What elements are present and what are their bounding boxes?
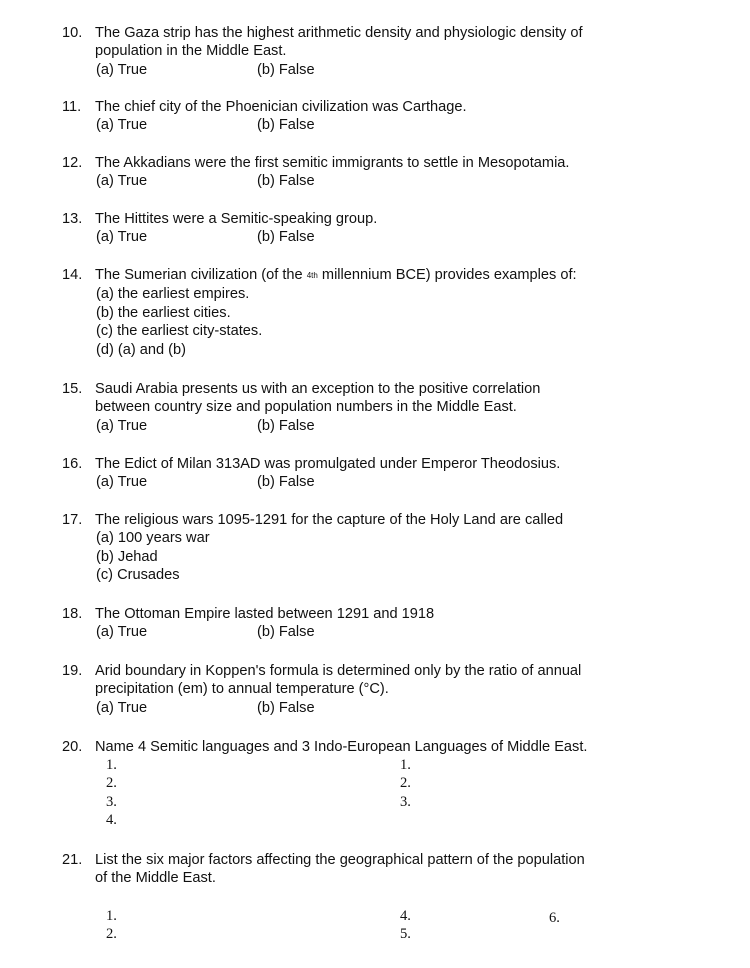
question-number: 19. (62, 663, 83, 679)
answer-blank[interactable]: 4. (106, 812, 117, 829)
superscript: 4th (306, 271, 318, 280)
semitic-answer-list (106, 756, 117, 830)
answer-options (96, 285, 712, 359)
answer-blank[interactable]: 2. (106, 926, 117, 943)
question-text: Saudi Arabia presents us with an exception to the positive correlation between country size and population numbers in the Middle East. (95, 381, 541, 416)
question-16 (62, 455, 712, 492)
answer-options (96, 172, 712, 190)
question-19 (62, 662, 712, 717)
question-text: The Gaza strip has the highest arithmetic density and physiologic density of population in the Middle East. (95, 25, 583, 60)
question-text: The Edict of Milan 313AD was promulgated under Emperor Theodosius. (95, 456, 561, 472)
question-number: 11. (62, 99, 82, 115)
question-text: The chief city of the Phoenician civilization was Carthage. (95, 99, 467, 115)
option-true[interactable]: (a) True (96, 229, 148, 246)
question-number: 20. (62, 739, 83, 755)
question-14 (62, 266, 712, 359)
option-false[interactable]: (b) False (257, 173, 315, 190)
question-text: The Ottoman Empire lasted between 1291 and 1918 (95, 606, 435, 622)
option-false[interactable]: (b) False (257, 474, 315, 491)
question-number: 10. (62, 25, 83, 41)
answer-blank[interactable]: 3. (400, 793, 411, 810)
option-false[interactable]: (b) False (257, 699, 315, 716)
option-false[interactable]: (b) False (257, 417, 315, 434)
factor-answer-list-2 (400, 907, 411, 944)
answer-options (96, 699, 712, 717)
question-number: 21. (62, 852, 83, 868)
answer-blank[interactable]: 5. (400, 926, 411, 943)
factor-answer-list-3 (549, 909, 560, 927)
answer-options (96, 116, 712, 134)
question-number: 14. (62, 267, 83, 283)
option-c[interactable]: (c) the earliest city-states. (96, 323, 263, 340)
question-11 (62, 98, 712, 135)
option-true[interactable]: (a) True (96, 173, 148, 190)
option-b[interactable]: (b) the earliest cities. (96, 304, 231, 321)
indo-european-answer-list (400, 756, 411, 811)
option-d[interactable]: (d) (a) and (b) (96, 341, 187, 358)
answer-blank[interactable]: 2. (106, 775, 117, 792)
answer-options (96, 623, 712, 641)
answer-blank[interactable]: 2. (400, 775, 411, 792)
question-20 (62, 738, 712, 838)
question-text: The Sumerian civilization (of the 4th millennium BCE) provides examples of: (95, 267, 577, 283)
answer-blank[interactable]: 4. (400, 908, 411, 924)
question-number: 13. (62, 211, 83, 227)
question-number: 12. (62, 155, 83, 171)
answer-blank[interactable]: 1. (400, 757, 411, 773)
option-a[interactable]: (a) 100 years war (96, 530, 210, 547)
answer-blank[interactable]: 1. (106, 757, 117, 773)
option-false[interactable]: (b) False (257, 624, 315, 641)
answer-blank[interactable]: 6. (549, 910, 560, 926)
option-c[interactable]: (c) Crusades (96, 567, 180, 584)
answer-options (96, 61, 712, 79)
question-text: Name 4 Semitic languages and 3 Indo-European Languages of Middle East. (95, 739, 588, 755)
answer-blank[interactable]: 1. (106, 908, 117, 924)
option-false[interactable]: (b) False (257, 61, 315, 78)
question-15 (62, 380, 712, 435)
option-true[interactable]: (a) True (96, 624, 148, 641)
answer-options (96, 529, 712, 584)
question-21 (62, 851, 712, 951)
question-13 (62, 210, 712, 247)
option-a[interactable]: (a) the earliest empires. (96, 286, 250, 303)
answer-options (96, 228, 712, 246)
question-number: 18. (62, 606, 83, 622)
question-number: 15. (62, 381, 83, 397)
question-number: 16. (62, 456, 83, 472)
answer-blank[interactable]: 3. (106, 793, 117, 810)
question-text: The Akkadians were the first semitic immigrants to settle in Mesopotamia. (95, 155, 570, 171)
question-10 (62, 24, 712, 79)
question-text: The religious wars 1095-1291 for the capture of the Holy Land are called (95, 512, 564, 528)
question-text: Arid boundary in Koppen's formula is determined only by the ratio of annual precipitation (em) to annual temperature (°C). (95, 663, 582, 698)
question-18 (62, 605, 712, 642)
question-text: The Hittites were a Semitic-speaking group. (95, 211, 378, 227)
option-b[interactable]: (b) Jehad (96, 548, 158, 565)
answer-options (96, 417, 712, 435)
factor-answer-list-1 (106, 907, 117, 944)
answer-options (96, 473, 712, 491)
option-false[interactable]: (b) False (257, 229, 315, 246)
question-17 (62, 511, 712, 585)
option-true[interactable]: (a) True (96, 117, 148, 134)
question-text: List the six major factors affecting the geographical pattern of the population of the Middle East. (95, 852, 585, 887)
question-12 (62, 154, 712, 191)
option-false[interactable]: (b) False (257, 117, 315, 134)
option-true[interactable]: (a) True (96, 699, 148, 716)
option-true[interactable]: (a) True (96, 474, 148, 491)
option-true[interactable]: (a) True (96, 61, 148, 78)
question-number: 17. (62, 512, 83, 528)
option-true[interactable]: (a) True (96, 417, 148, 434)
